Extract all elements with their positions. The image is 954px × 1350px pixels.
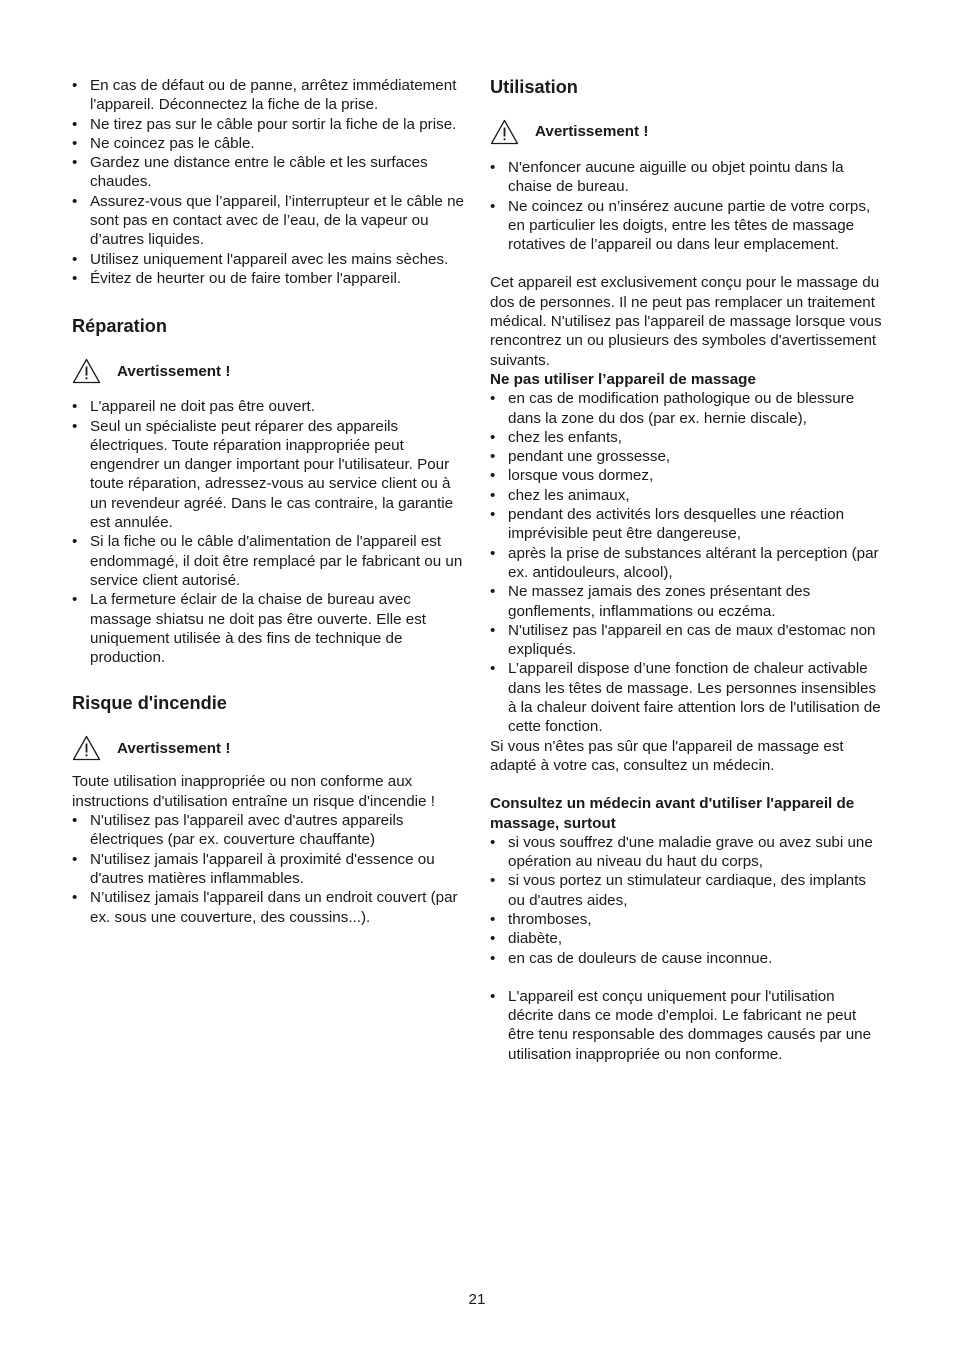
list-item: • diabète, xyxy=(490,929,882,948)
warning-triangle-icon xyxy=(490,119,519,145)
list-item: • Assurez-vous que l’appareil, l’interrupteur et le câble ne sont pas en contact avec de l’eau, de la vapeur ou d’autres liquides. xyxy=(72,192,470,250)
right-column xyxy=(490,76,882,1064)
warning-label: Avertissement ! xyxy=(117,739,231,757)
left-column xyxy=(72,76,470,927)
list-item: • N'utilisez pas l'appareil en cas de maux d'estomac non expliqués. xyxy=(490,621,882,660)
list-item: • en cas de douleurs de cause inconnue. xyxy=(490,949,882,968)
utilisation-paragraph: Cet appareil est exclusivement conçu pour le massage du dos de personnes. Il ne peut pas remplacer un traitement médical. N'utilisez pas l'appareil de massage lorsque vous rencontrez un ou plusieurs des symboles d'avertissement suivants. xyxy=(490,274,882,369)
list-item: • chez les animaux, xyxy=(490,486,882,505)
list-item: • si vous portez un stimulateur cardiaque, des implants ou d'autres aides, xyxy=(490,871,882,910)
list-item: • N’utilisez jamais l'appareil dans un endroit couvert (par ex. sous une couverture, des coussins...). xyxy=(72,888,470,927)
utilisation-heading: Utilisation xyxy=(490,77,578,97)
warning-label: Avertissement ! xyxy=(535,123,649,141)
warning-label: Avertissement ! xyxy=(117,362,231,380)
no-use-heading: Ne pas utiliser l’appareil de massage xyxy=(490,370,756,388)
list-item: • Ne coincez pas le câble. xyxy=(72,134,470,153)
list-item: • N'enfoncer aucune aiguille ou objet pointu dans la chaise de bureau. xyxy=(490,158,882,197)
page-number: 21 xyxy=(468,1291,486,1308)
unsure-text: Si vous n'êtes pas sûr que l'appareil de massage est adapté à votre cas, consultez un médecin. xyxy=(490,737,844,774)
list-item: • N'utilisez jamais l'appareil à proximité d'essence ou d'autres matières inflammables. xyxy=(72,850,470,889)
reparation-warning xyxy=(72,358,470,384)
doctor-heading: Consultez un médecin avant d'utiliser l'appareil de massage, surtout xyxy=(490,795,855,832)
warning-triangle-icon xyxy=(72,735,101,761)
warning-triangle-icon xyxy=(72,358,101,384)
doctor-list xyxy=(490,833,882,968)
list-item: • Ne massez jamais des zones présentant des gonflements, inflammations ou eczéma. xyxy=(490,582,882,621)
final-list xyxy=(490,987,882,1064)
list-item: • pendant une grossesse, xyxy=(490,447,882,466)
list-item: • Seul un spécialiste peut réparer des appareils électriques. Toute réparation inappropriée peut engendrer un danger important pour l'utilisateur. Pour toute réparation, adressez-vous au service client ou à un revendeur agréé. Dans le cas contraire, la garantie est annulée. xyxy=(72,417,470,533)
list-item: • en cas de modification pathologique ou de blessure dans la zone du dos (par ex. hernie discale), xyxy=(490,389,882,428)
incendie-list xyxy=(72,811,470,927)
utilisation-warning xyxy=(490,119,882,145)
list-item: • N'utilisez pas l'appareil avec d'autres appareils électriques (par ex. couverture chauffante) xyxy=(72,811,470,850)
list-item: • après la prise de substances altérant la perception (par ex. antidouleurs, alcool), xyxy=(490,544,882,583)
list-item: • Gardez une distance entre le câble et les surfaces chaudes. xyxy=(72,153,470,192)
incendie-heading: Risque d'incendie xyxy=(72,693,227,714)
reparation-list xyxy=(72,397,470,667)
list-item: • Ne tirez pas sur le câble pour sortir la fiche de la prise. xyxy=(72,115,470,134)
list-item: • Si la fiche ou le câble d'alimentation de l'appareil est endommagé, il doit être remplacé par le fabricant ou un service client autorisé. xyxy=(72,532,470,590)
intro-safety-list xyxy=(72,76,470,288)
no-use-list xyxy=(490,389,882,736)
list-item: • pendant des activités lors desquelles une réaction imprévisible peut être dangereuse, xyxy=(490,505,882,544)
list-item: • si vous souffrez d'une maladie grave ou avez subi une opération au niveau du haut du corps, xyxy=(490,833,882,872)
list-item: • thromboses, xyxy=(490,910,882,929)
list-item: • L’appareil dispose d’une fonction de chaleur activable dans les têtes de massage. Les personnes insensibles à la chaleur doivent faire attention lors de l'utilisation de cette fonction. xyxy=(490,659,882,736)
list-item: • La fermeture éclair de la chaise de bureau avec massage shiatsu ne doit pas être ouverte. Elle est uniquement utilisée à des fins de technique de production. xyxy=(72,590,470,667)
list-item: • L'appareil ne doit pas être ouvert. xyxy=(72,397,470,416)
incendie-warning xyxy=(72,735,470,761)
list-item: • Évitez de heurter ou de faire tomber l'appareil. xyxy=(72,269,470,288)
reparation-heading: Réparation xyxy=(72,316,167,337)
list-item: • chez les enfants, xyxy=(490,428,882,447)
list-item: • L'appareil est conçu uniquement pour l'utilisation décrite dans ce mode d'emploi. Le fabricant ne peut être tenu responsable des dommages causés par une utilisation inappropriée ou non conforme. xyxy=(490,987,882,1064)
list-item: • lorsque vous dormez, xyxy=(490,466,882,485)
utilisation-warning-list xyxy=(490,158,882,254)
incendie-intro: Toute utilisation inappropriée ou non conforme aux instructions d'utilisation entraîne un risque d'incendie ! xyxy=(72,773,435,810)
list-item: • En cas de défaut ou de panne, arrêtez immédiatement l'appareil. Déconnectez la fiche de la prise. xyxy=(72,76,470,115)
list-item: • Utilisez uniquement l'appareil avec les mains sèches. xyxy=(72,250,470,269)
list-item: • Ne coincez ou n’insérez aucune partie de votre corps, en particulier les doigts, entre les têtes de massage rotatives de l’appareil ou dans leur emplacement. xyxy=(490,197,882,255)
